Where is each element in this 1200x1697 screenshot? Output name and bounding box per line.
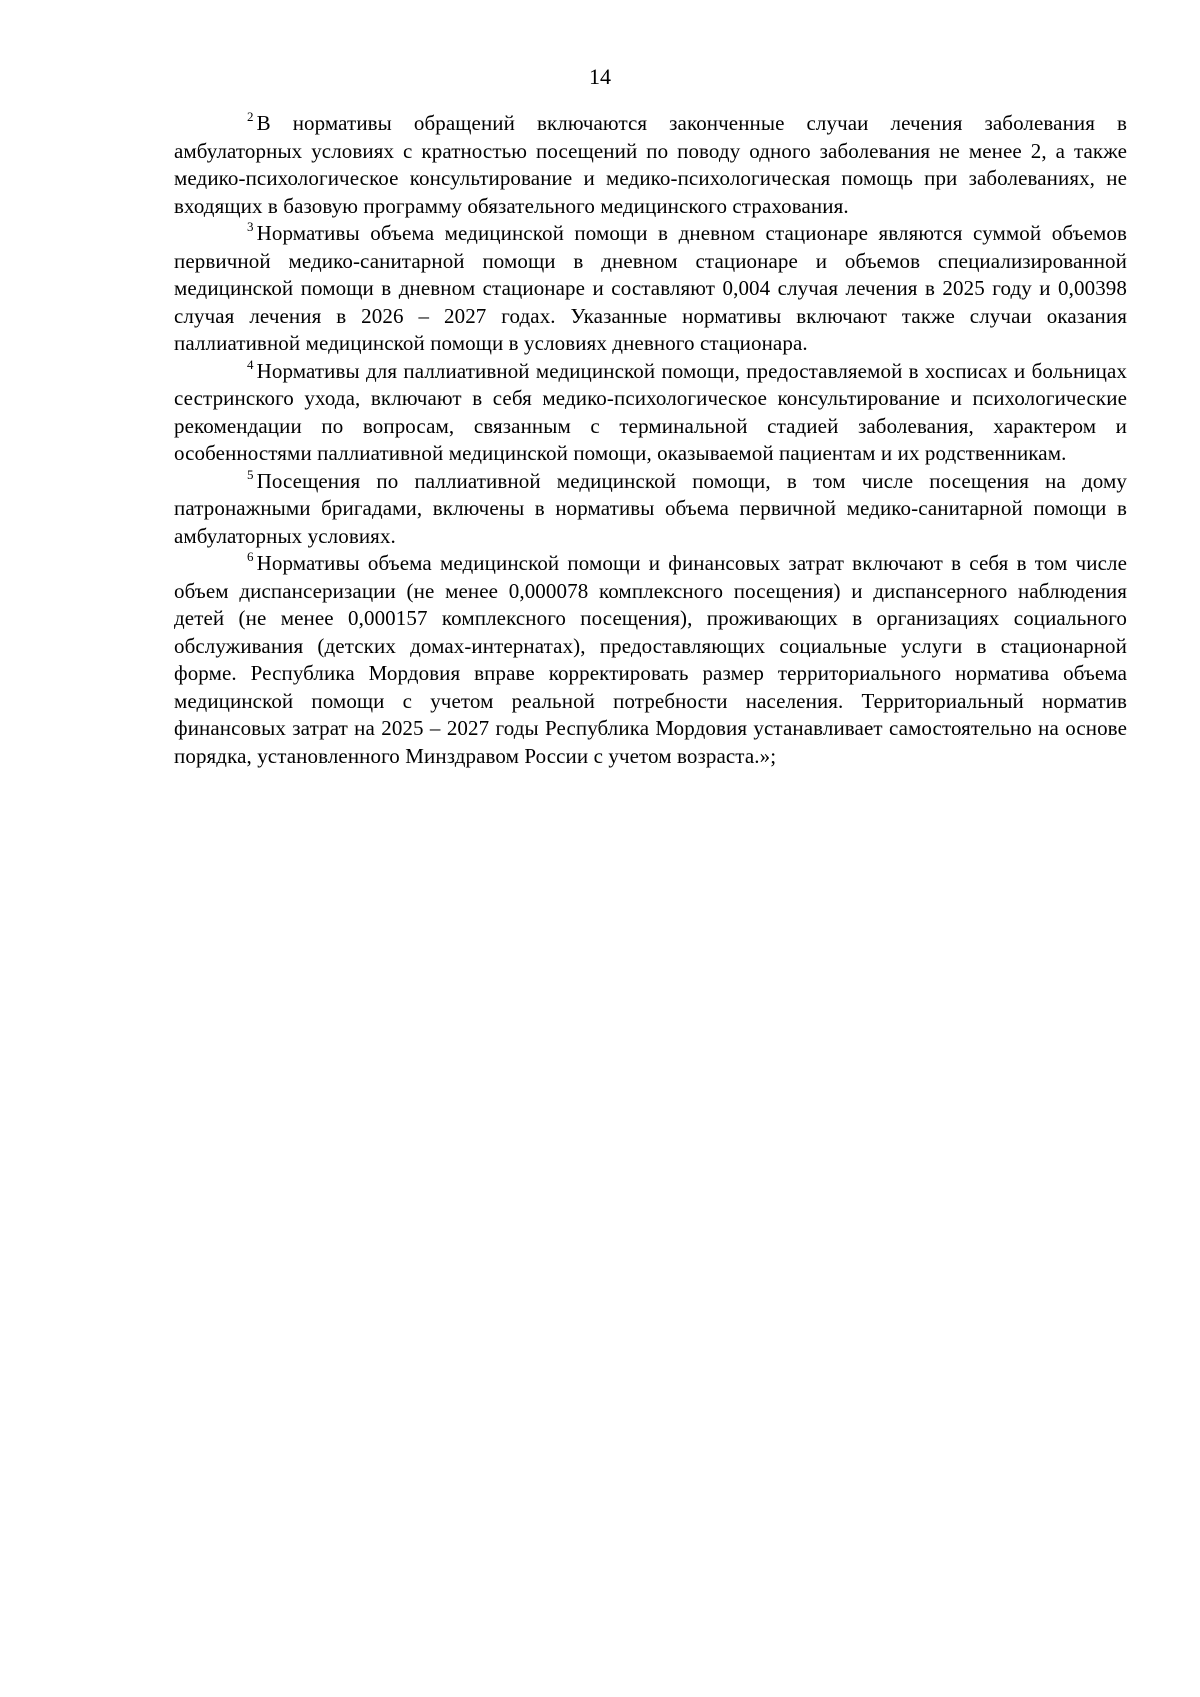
footnote-6 [174,550,1127,770]
footnote-text: Нормативы объема медицинской помощи в дневном стационаре являются суммой объемов первичной медико-санитарной помощи в дневном стационаре и объемов специализированной медицинской помощи в дневном стационаре и составляют 0,004 случая лечения в 2025 году и 0,00398 случая лечения в 2026 – 2027 годах. Указанные нормативы включают также случаи оказания паллиативной медицинской помощи в условиях дневного стационара. [174,221,1127,355]
footnote-text: В нормативы обращений включаются законченные случаи лечения заболевания в амбулаторных условиях с кратностью посещений по поводу одного заболевания не менее 2, а также медико-психологическое консультирование и медико-психологическая помощь при заболеваниях, не входящих в базовую программу обязательного медицинского страхования. [174,111,1127,218]
footnote-text: Нормативы объема медицинской помощи и финансовых затрат включают в себя в том числе объем диспансеризации (не менее 0,000078 комплексного посещения) и диспансерного наблюдения детей (не менее 0,000157 комплексного посещения), проживающих в организациях социального обслуживания (детских домах-интернатах), предоставляющих социальные услуги в стационарной форме. Республика Мордовия вправе корректировать размер территориального норматива объема медицинской помощи с учетом реальной потребности населения. Территориальный норматив финансовых затрат на 2025 – 2027 годы Республика Мордовия устанавливает самостоятельно на основе порядка, установленного Минздравом России с учетом возраста.»; [174,551,1127,768]
footnote-marker: 4 [247,356,254,372]
footnote-4 [174,358,1127,468]
footnote-marker: 6 [247,549,254,564]
footnote-5 [174,468,1127,551]
footnote-text: Посещения по паллиативной медицинской помощи, в том числе посещения на дому патронажными бригадами, включены в нормативы объема первичной медико-санитарной помощи в амбулаторных условиях. [174,468,1127,548]
footnotes-block [174,110,1127,770]
footnote-2 [174,110,1127,220]
page-number: 14 [589,64,611,89]
footnote-marker: 5 [247,466,254,482]
footnote-marker: 2 [247,109,254,124]
footnote-text: Нормативы для паллиативной медицинской помощи, предоставляемой в хосписах и больницах сестринского ухода, включают в себя медико-психологическое консультирование и психологические рекомендации по вопросам, связанным с терминальной стадией заболевания, характером и особенностями паллиативной медицинской помощи, оказываемой пациентам и их родственникам. [174,358,1127,465]
footnote-3 [174,220,1127,358]
footnote-marker: 3 [247,219,254,234]
